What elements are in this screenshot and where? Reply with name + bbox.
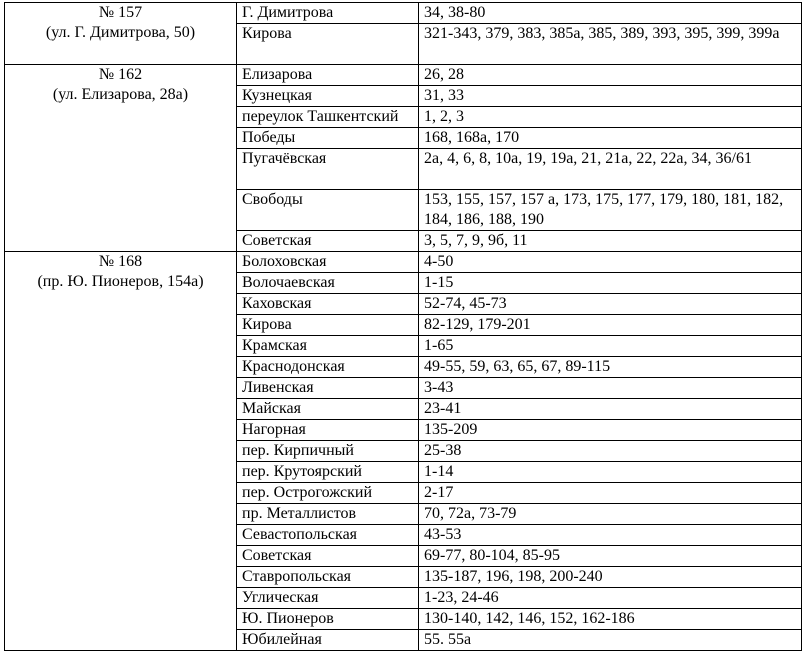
- street-name: Ливенская: [237, 378, 419, 399]
- house-numbers: 55. 55а: [419, 630, 802, 651]
- house-numbers: 31, 33: [419, 86, 802, 107]
- street-name: Г. Димитрова: [237, 3, 419, 24]
- house-numbers: 1-15: [419, 273, 802, 294]
- street-name: Краснодонская: [237, 357, 419, 378]
- house-numbers: 25-38: [419, 441, 802, 462]
- house-numbers: 135-187, 196, 198, 200-240: [419, 567, 802, 588]
- street-name: Севастопольская: [237, 525, 419, 546]
- street-name: Кирова: [237, 24, 419, 65]
- street-name: Майская: [237, 399, 419, 420]
- street-name: Кирова: [237, 315, 419, 336]
- street-name: Юбилейная: [237, 630, 419, 651]
- school-number: № 168: [98, 253, 143, 270]
- house-numbers: 52-74, 45-73: [419, 294, 802, 315]
- street-name: пр. Металлистов: [237, 504, 419, 525]
- table-body: [5, 3, 802, 651]
- house-numbers: 34, 38-80: [419, 3, 802, 24]
- school-address: (ул. Елизарова, 28а): [52, 86, 189, 103]
- street-name: Пугачёвская: [237, 149, 419, 190]
- street-name: Болоховская: [237, 252, 419, 273]
- house-numbers: 321-343, 379, 383, 385а, 385, 389, 393, 395, 399, 399а: [419, 24, 802, 65]
- street-name: Нагорная: [237, 420, 419, 441]
- street-name: Угличеcкая: [237, 588, 419, 609]
- house-numbers: 43-53: [419, 525, 802, 546]
- school-cell: [5, 252, 237, 651]
- street-name: Советская: [237, 546, 419, 567]
- school-cell: [5, 3, 237, 65]
- house-numbers: 1, 2, 3: [419, 107, 802, 128]
- street-name: Волочаевская: [237, 273, 419, 294]
- house-numbers: 135-209: [419, 420, 802, 441]
- street-name: Свободы: [237, 190, 419, 231]
- house-numbers: 2-17: [419, 483, 802, 504]
- house-numbers: 70, 72а, 73-79: [419, 504, 802, 525]
- street-name: пер. Острогожский: [237, 483, 419, 504]
- house-numbers: 26, 28: [419, 65, 802, 86]
- house-numbers: 1-23, 24-46: [419, 588, 802, 609]
- house-numbers: 4-50: [419, 252, 802, 273]
- street-name: Крамская: [237, 336, 419, 357]
- street-name: Елизарова: [237, 65, 419, 86]
- street-name: переулок Ташкентский: [237, 107, 419, 128]
- street-name: Ставропольская: [237, 567, 419, 588]
- school-address: (пр. Ю. Пионеров, 154а): [37, 273, 204, 290]
- school-district-table: [4, 2, 802, 651]
- table-row: [5, 65, 802, 86]
- house-numbers: 1-65: [419, 336, 802, 357]
- school-cell: [5, 65, 237, 252]
- house-numbers: 1-14: [419, 462, 802, 483]
- street-name: пер. Крутоярский: [237, 462, 419, 483]
- street-name: Ю. Пионеров: [237, 609, 419, 630]
- street-name: пер. Кирпичный: [237, 441, 419, 462]
- street-name: Каховская: [237, 294, 419, 315]
- house-numbers: 3-43: [419, 378, 802, 399]
- house-numbers: 168, 168а, 170: [419, 128, 802, 149]
- house-numbers: 69-77, 80-104, 85-95: [419, 546, 802, 567]
- house-numbers: 3, 5, 7, 9, 9б, 11: [419, 231, 802, 252]
- school-number: № 162: [98, 66, 143, 83]
- house-numbers: 49-55, 59, 63, 65, 67, 89-115: [419, 357, 802, 378]
- street-name: Советская: [237, 231, 419, 252]
- house-numbers: 23-41: [419, 399, 802, 420]
- street-name: Кузнецкая: [237, 86, 419, 107]
- table-row: [5, 3, 802, 24]
- house-numbers: 130-140, 142, 146, 152, 162-186: [419, 609, 802, 630]
- school-address: (ул. Г. Димитрова, 50): [45, 24, 196, 41]
- table-row: [5, 252, 802, 273]
- house-numbers: 153, 155, 157, 157 а, 173, 175, 177, 179, 180, 181, 182, 184, 186, 188, 190: [419, 190, 802, 231]
- house-numbers: 82-129, 179-201: [419, 315, 802, 336]
- street-name: Победы: [237, 128, 419, 149]
- school-number: № 157: [98, 4, 143, 21]
- house-numbers: 2а, 4, 6, 8, 10а, 19, 19а, 21, 21а, 22, 22а, 34, 36/61: [419, 149, 802, 190]
